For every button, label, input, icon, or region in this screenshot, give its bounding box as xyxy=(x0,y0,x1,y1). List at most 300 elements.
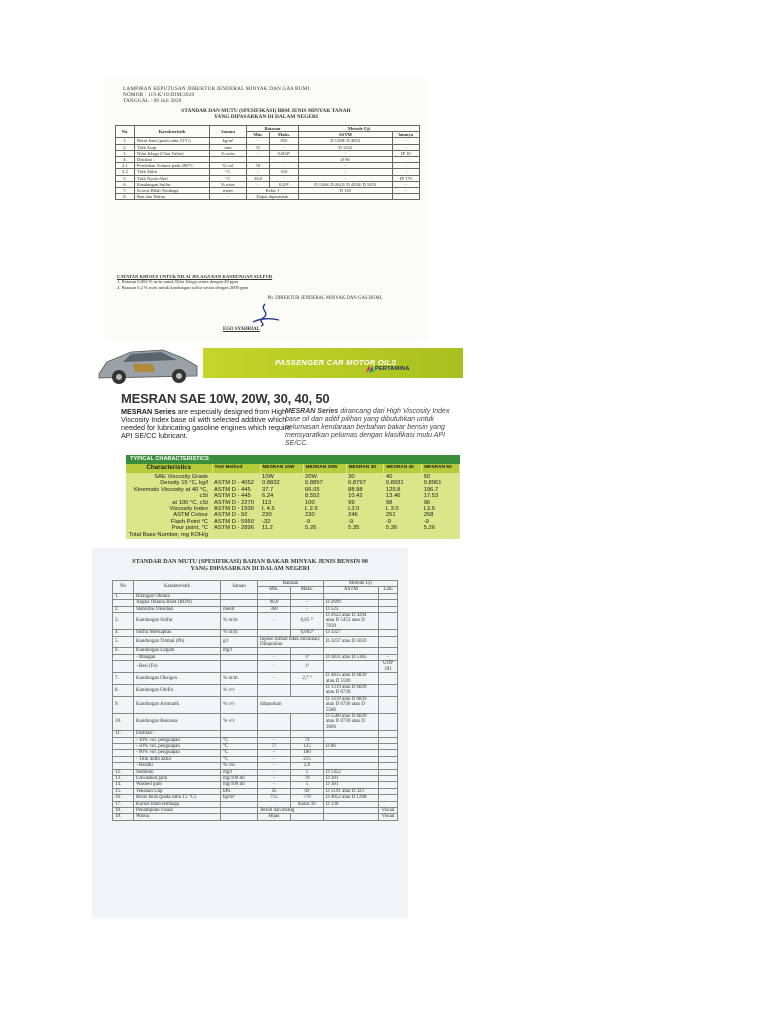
value-cell: 66.05 xyxy=(305,486,320,493)
characteristics-table xyxy=(126,464,460,538)
value-cell: 0.8857 xyxy=(305,480,323,487)
cell-maks: 2,0 xyxy=(291,763,324,769)
col-satuan: Satuan xyxy=(210,126,247,138)
col-astm: ASTM xyxy=(298,132,392,138)
characteristics-title: TYPICAL CHARACTERISTICS xyxy=(126,455,460,464)
value-cell: 20W xyxy=(305,474,317,480)
cell-maks: - xyxy=(291,600,324,606)
col-batasan: Batasan xyxy=(247,126,299,132)
cell-no: 4. xyxy=(113,630,134,636)
cell-satuan: mm xyxy=(210,144,247,150)
cell-min: - xyxy=(258,776,291,782)
cell-maks: - xyxy=(270,144,299,150)
cell-min: 18 xyxy=(247,163,270,169)
header-1: Test Method xyxy=(212,464,260,473)
value-cell: -9 xyxy=(423,518,429,525)
cell-min: - xyxy=(258,782,291,788)
characteristic-label: Total Base Number, mg KOH/g xyxy=(128,531,208,538)
col-astm: ASTM xyxy=(324,587,379,593)
col-batasan: Batasan xyxy=(258,581,324,587)
cell-maks: - xyxy=(291,606,324,612)
characteristic-label: Flash Point °C xyxy=(170,518,208,525)
value-cell: -9 xyxy=(305,518,311,525)
cell-satuan: merit xyxy=(210,188,247,194)
cell-satuan: % v/v xyxy=(221,713,258,730)
value-cell: 5.26 xyxy=(423,525,435,532)
cell-lainnya: - xyxy=(392,138,419,144)
value-cell: 8.552 xyxy=(305,493,320,500)
cell-no: 1. xyxy=(113,593,134,599)
cell-no: 6. xyxy=(113,648,134,654)
cell-no: 6. xyxy=(116,181,135,187)
cell-min: Hijau xyxy=(258,814,291,820)
test-method: ASTM D - 445 xyxy=(214,486,251,493)
cell-min: - xyxy=(247,169,270,175)
cell-min: - xyxy=(258,756,291,762)
cell-karakteristik: - Besi (Fe) xyxy=(134,661,221,673)
cell-karakteristik: Kandungan Benzena xyxy=(134,713,221,730)
value-cell: 50 xyxy=(423,474,431,480)
cell-min: 38,0 xyxy=(247,175,270,181)
cell-maks: 310 xyxy=(270,169,299,175)
cell-maks: 69 xyxy=(291,788,324,794)
spec-row xyxy=(113,636,398,648)
cell-lainnya: IP 10 xyxy=(392,150,419,156)
cell-karakteristik: Titik Akhir xyxy=(135,169,210,175)
cell-satuan: mg/l xyxy=(221,648,258,654)
cell-batasan: Injeksi timbal tidak diizinkan; Dilaporkan xyxy=(258,636,324,648)
cell-maks: - xyxy=(270,175,299,181)
cell-min: - xyxy=(258,613,291,630)
notes-heading: CATATAN KHUSUS UNTUK NILAI JELAGA DAN KANDUNGAN SULFUR xyxy=(117,274,273,279)
car-illustration xyxy=(93,340,203,388)
cell-astm: D 2699 xyxy=(324,600,379,606)
value-cell: 88.98 xyxy=(348,486,363,493)
cell-satuan xyxy=(221,661,258,673)
value-cell: 100 xyxy=(305,499,315,506)
cell-astm: D 1319 atau D 6839 atau D 6730 xyxy=(324,684,379,696)
cell-astm xyxy=(324,661,379,673)
col-maks: Maks. xyxy=(291,587,324,593)
cell-astm: D 130 xyxy=(324,801,379,807)
cell-min: - xyxy=(258,763,291,769)
cell-min: - xyxy=(258,769,291,775)
value-cell: 230 xyxy=(262,512,272,519)
value-cell: 5.26 xyxy=(305,525,317,532)
cell-min: 90,0 xyxy=(258,600,291,606)
characteristics-data-row xyxy=(126,473,460,538)
test-method: ASTM D - 445 xyxy=(214,493,251,500)
cell-satuan: kPa xyxy=(221,788,258,794)
value-cell: L3.0 xyxy=(348,506,360,513)
attachment-line: LAMPIRAN KEPUTUSAN DIREKTUR JENDERAL MINYAK DAN GAS BUMI xyxy=(123,86,310,92)
col-karakteristik: Karakteristik xyxy=(135,126,210,138)
cell-karakteristik: Bilangan Oktana xyxy=(134,593,221,599)
cell-karakteristik: - Residu xyxy=(134,763,221,769)
cell-astm: D 381 xyxy=(324,782,379,788)
cell-maks: 70 xyxy=(291,776,324,782)
cell-no: 2. xyxy=(116,144,135,150)
cell-no: 7. xyxy=(113,673,134,685)
cell-karakteristik: Penampilan visual xyxy=(134,808,221,814)
cell-no: 16. xyxy=(113,795,134,801)
cell-astm: D 5191 atau D 323 xyxy=(324,788,379,794)
cell-astm xyxy=(324,814,379,820)
cell-satuan: % v/v xyxy=(221,696,258,713)
cell-astm: D 5580 atau D 6839 atau D 6730 atau D 3606 xyxy=(324,713,379,730)
value-cell: 5.35 xyxy=(348,525,360,532)
value-cell: 6.24 xyxy=(262,493,274,500)
characteristic-label: Viscosity Index xyxy=(169,506,208,513)
cell-no: 4.2 xyxy=(116,169,135,175)
gasoline-spec-rows xyxy=(113,593,398,820)
cell-astm: D 130 xyxy=(298,188,392,194)
cell-lain: UOP 391 xyxy=(379,661,398,673)
cell-no: 10. xyxy=(113,713,134,730)
spec-row xyxy=(116,194,420,200)
col-min: Min. xyxy=(258,587,291,593)
cell-astm: D 86 xyxy=(298,157,392,163)
col-maks: Maks. xyxy=(270,132,299,138)
cell-karakteristik: - Titik didih akhir xyxy=(134,756,221,762)
description-english xyxy=(121,408,293,440)
mesran-50-values xyxy=(422,473,460,538)
header-6: MESRAN 50 xyxy=(422,464,460,473)
cell-satuan: % m/m xyxy=(210,181,247,187)
document-title xyxy=(92,558,408,573)
cell-karakteristik: Warna xyxy=(134,814,221,820)
cell-maks xyxy=(291,713,324,730)
pertamina-logo-text: PERTAMINA xyxy=(375,366,410,372)
cell-batasan: Jernih dan terang xyxy=(258,808,324,814)
cell-lain xyxy=(379,713,398,730)
cell-karakteristik: Sedimen xyxy=(134,769,221,775)
cell-no: 3. xyxy=(116,150,135,156)
cell-satuan: kg/m³ xyxy=(221,795,258,801)
title-line: STANDAR DAN MUTU (SPESIFIKASI) BBM JENIS MINYAK TANAH xyxy=(181,108,351,114)
cell-no: 8. xyxy=(113,684,134,696)
kerosene-spec-table xyxy=(115,125,420,200)
cell-astm: D 4815 atau D 6839 atau D 5599 xyxy=(324,673,379,685)
cell-karakteristik: - 90% vol. penguapan xyxy=(134,750,221,756)
col-metode: Metode Uji xyxy=(324,581,398,587)
signatory-name: EGO SYAHRIAL xyxy=(223,327,260,332)
col-metode: Metode Uji xyxy=(298,126,419,132)
cell-no: 1. xyxy=(116,138,135,144)
cell-maks: 125 xyxy=(291,743,324,749)
value-cell: 11.2 xyxy=(262,525,273,532)
cell-batasan: Kelas 1 xyxy=(247,188,299,194)
cell-lain xyxy=(379,613,398,630)
cell-min: - xyxy=(247,181,270,187)
cell-batasan: Dapat dipasarkan xyxy=(247,194,299,200)
cell-satuan: g/l xyxy=(221,636,258,648)
cell-karakteristik: Stabilitas Oksidasi xyxy=(134,606,221,612)
kerosene-spec-rows xyxy=(116,138,420,200)
cell-karakteristik: Bau dan Warna xyxy=(135,194,210,200)
spec-row xyxy=(113,661,398,673)
cell-maks: 1 xyxy=(291,769,324,775)
value-cell: -32 xyxy=(262,518,271,525)
cell-satuan: % v/v xyxy=(221,684,258,696)
special-notes xyxy=(117,274,272,290)
cell-satuan: % m/m xyxy=(221,613,258,630)
spec-row xyxy=(113,613,398,630)
value-cell: 0.8961 xyxy=(423,480,442,487)
cell-lainnya: - xyxy=(392,144,419,150)
cell-no: 19. xyxy=(113,814,134,820)
cell-lain xyxy=(379,684,398,696)
cell-satuan: % m/m xyxy=(221,673,258,685)
col-no: No xyxy=(113,581,134,594)
value-cell: 0.8832 xyxy=(262,480,280,487)
cell-maks: 0,20²⁾ xyxy=(270,181,299,187)
cell-satuan: % vol xyxy=(210,163,247,169)
description-indonesian xyxy=(285,408,450,448)
cell-karakteristik: Angka Oktana Riset (RON) xyxy=(134,600,221,606)
cell-karakteristik: Kandungan Logam xyxy=(134,648,221,654)
signature-title: Plt. DIREKTUR JENDERAL MINYAK DAN GAS BUMI, xyxy=(267,296,383,301)
cell-karakteristik: Distilasi : xyxy=(134,731,221,737)
cell-min: 45 xyxy=(258,788,291,794)
cell-astm: D 1266/ D 2622/ D 4294/ D 5453 xyxy=(298,181,392,187)
cell-karakteristik: Washed gum xyxy=(134,782,221,788)
cell-satuan: mg/100 ml xyxy=(221,776,258,782)
value-cell: -9 xyxy=(385,518,392,525)
cell-karakteristik: Kandungan Sulfur xyxy=(134,613,221,630)
cell-maks: 1³ xyxy=(291,661,324,673)
cell-astm: - xyxy=(298,163,392,169)
cell-min: - xyxy=(258,661,291,673)
col-lain: Lain xyxy=(379,587,398,593)
cell-no: 5. xyxy=(116,175,135,181)
cell-astm: - xyxy=(298,169,392,175)
cell-maks: Kelas 1b xyxy=(291,801,324,807)
value-cell: 96 xyxy=(423,499,431,506)
cell-lain xyxy=(379,636,398,648)
cell-maks: 74 xyxy=(291,737,324,743)
spec-row xyxy=(113,696,398,713)
note-item: 2. Batasan 0,2 % m/m untuk kandungan sulfur setara dengan 2000 ppm xyxy=(117,284,249,290)
cell-maks xyxy=(291,684,324,696)
cell-karakteristik: Berat Jenis (pada suhu 15 °C) xyxy=(134,795,221,801)
cell-min: - xyxy=(258,750,291,756)
cell-no: 15. xyxy=(113,788,134,794)
cell-satuan: kg/m³ xyxy=(210,138,247,144)
cell-lainnya: - xyxy=(392,188,419,194)
cell-no: 7. xyxy=(116,188,135,194)
col-lainnya: lainnya xyxy=(392,132,419,138)
cell-astm xyxy=(298,194,392,200)
pertamina-logo-icon xyxy=(365,364,375,374)
cell-astm: - xyxy=(298,175,392,181)
cell-astm: D 1298/ D 4052 xyxy=(298,138,392,144)
characteristic-label: ASTM Colour xyxy=(173,512,208,519)
value-cell: 10W xyxy=(262,474,274,480)
cell-lainnya: IP 170 xyxy=(392,175,419,181)
cell-batasan: dilaporkan xyxy=(258,696,324,713)
mesran-20w-values xyxy=(303,473,346,538)
cell-min: 15 xyxy=(247,144,270,150)
product-heading: MESRAN SAE 10W, 20W, 30, 40, 50 xyxy=(121,391,330,406)
cell-astm: - xyxy=(298,150,392,156)
cell-lain xyxy=(379,696,398,713)
cell-no: 9. xyxy=(113,696,134,713)
cell-karakteristik: Kandungan Olefin xyxy=(134,684,221,696)
cell-min: - xyxy=(258,654,291,660)
cell-maks: 180 xyxy=(291,750,324,756)
cell-no: 2. xyxy=(113,606,134,612)
signature-image xyxy=(245,302,285,328)
cell-satuan: °C xyxy=(210,169,247,175)
value-cell: 251 xyxy=(385,512,396,519)
cell-maks: 0,05 ¹⁾ xyxy=(291,613,324,630)
cell-astm: D 4052 atau D 1298 xyxy=(324,795,379,801)
desc-id-body: dirancang dari High Viscosity Index base oil dan aditif pilihan yang dibutuhkan untuk pelumasan kendaraan berbahan bakar bensin yang mensyaratkan pelumas dengan klasifikasi mutu API SE/CC. xyxy=(285,408,450,447)
col-min: Min. xyxy=(247,132,270,138)
gasoline-90-spec-document xyxy=(92,548,408,918)
value-cell: 113 xyxy=(262,499,272,506)
cell-maks: 0,004¹⁾ xyxy=(270,150,299,156)
cell-astm: D 1322 xyxy=(298,144,392,150)
title-line: YANG DIPASARKAN DI DALAM NEGERI xyxy=(214,114,318,121)
characteristic-label: SAE Viscosity Grade xyxy=(154,474,208,480)
cell-satuan: - xyxy=(210,194,247,200)
cell-satuan: menit xyxy=(221,606,258,612)
test-method: ASTM D - 4052 xyxy=(214,480,254,487)
value-cell: -9 xyxy=(348,518,354,525)
cell-astm: D 5452 xyxy=(324,769,379,775)
test-method: ASTM D - 1500 xyxy=(214,506,254,513)
cell-karakteristik: Korosi bilah tembaga xyxy=(134,801,221,807)
cell-karakteristik: - Mangan xyxy=(134,654,221,660)
cell-maks: 1³ xyxy=(291,654,324,660)
value-cell: 0.8797 xyxy=(348,480,366,487)
spec-row xyxy=(113,814,398,820)
cell-astm: D 1319 atau D 6839 atau D 6730 atau D 5580 xyxy=(324,696,379,713)
test-method: ASTM D - 2270 xyxy=(214,499,254,506)
cell-satuan: % m/m xyxy=(210,150,247,156)
cell-karakteristik: Kandungan Oksigen xyxy=(134,673,221,685)
header-2: MESRAN 10W xyxy=(260,464,303,473)
cell-min: - xyxy=(247,138,270,144)
cell-karakteristik: Kandungan Sulfur xyxy=(135,181,210,187)
cell-karakteristik: Distilasi : xyxy=(135,157,210,163)
cell-min: 360 xyxy=(258,606,291,612)
header-3: MESRAN 20W xyxy=(303,464,346,473)
value-cell: 40 xyxy=(385,474,393,480)
cell-astm: D 3831 atau D 5185 xyxy=(324,654,379,660)
test-method: ASTM D - 2896 xyxy=(214,525,254,532)
cell-maks: - xyxy=(270,163,299,169)
cell-karakteristik: Berat Jenis (pada suhu 15°C) xyxy=(135,138,210,144)
header-4: MESRAN 30 xyxy=(346,464,384,473)
value-cell: L 2.5 xyxy=(305,506,318,513)
characteristic-label: Pour point, °C xyxy=(171,525,208,532)
note-item: 1. Batasan 0,004 % m/m untuk Nilai Jelaga setara dengan 40 ppm xyxy=(117,279,239,285)
cell-no: 4. xyxy=(116,157,135,163)
desc-id-product: MESRAN Series xyxy=(285,408,339,415)
cell-lainnya: - xyxy=(392,181,419,187)
cell-no: 12. xyxy=(113,769,134,775)
cell-no: 8. xyxy=(116,194,135,200)
cell-karakteristik: Perolehan Volume pada 200°C xyxy=(135,163,210,169)
header-5: MESRAN 40 xyxy=(384,464,422,473)
cell-no: 4.1 xyxy=(116,163,135,169)
cell-lain: Visual xyxy=(379,814,398,820)
value-cell: 196.7 xyxy=(423,486,439,493)
kerosene-spec-document xyxy=(105,80,427,338)
cell-satuan: % m/m xyxy=(221,630,258,636)
spec-row xyxy=(113,673,398,685)
desc-en-product: MESRAN Series xyxy=(121,407,176,416)
value-cell: 99 xyxy=(348,499,355,506)
col-satuan: Satuan xyxy=(221,581,258,594)
col-no: No. xyxy=(116,126,135,138)
spec-row xyxy=(113,684,398,696)
cell-min xyxy=(258,713,291,730)
cell-min: - xyxy=(258,737,291,743)
cell-karakteristik: - 10% vol. penguapan xyxy=(134,737,221,743)
cell-lain xyxy=(379,673,398,685)
cell-satuan: °C xyxy=(210,175,247,181)
characteristics-header-row xyxy=(126,464,460,473)
cell-karakteristik: Korosi Bilah Tembaga xyxy=(135,188,210,194)
cell-maks: 2,7 ⁴ xyxy=(291,673,324,685)
cell-min: - xyxy=(258,673,291,685)
cell-lain: - xyxy=(379,654,398,660)
cell-lainnya: - xyxy=(392,169,419,175)
value-cell: 246 xyxy=(348,512,358,519)
desc-en-body: are especially designed from High Viscosity Index base oil with selected additive which needed for lubricating gasoline engines which require API SE/CC lubricant. xyxy=(121,407,291,440)
test-method: ASTM D - 5950 xyxy=(214,518,254,525)
test-method: ASTM D - 92 xyxy=(214,512,248,519)
value-cell: 37.7 xyxy=(262,486,274,493)
header-0: Characteristics xyxy=(126,464,212,473)
test-methods xyxy=(212,473,260,538)
characteristic-label: Density 15 °C, kg/l xyxy=(160,480,208,487)
cell-maks: 5 xyxy=(291,782,324,788)
cell-karakteristik: Titik Asap xyxy=(135,144,210,150)
cell-satuan: % vol xyxy=(221,763,258,769)
cell-no: 3. xyxy=(113,613,134,630)
mesran-40-values xyxy=(384,473,422,538)
mesran-10w-values xyxy=(260,473,303,538)
cell-lain: Visual xyxy=(379,808,398,814)
characteristics-labels xyxy=(126,473,212,538)
category-title: PASSENGER CAR MOTOR OILS xyxy=(275,358,397,367)
value-cell: 17.53 xyxy=(423,493,439,500)
cell-karakteristik: Sulfur Merkaptan xyxy=(134,630,221,636)
cell-karakteristik: - 50% vol. penguapan xyxy=(134,743,221,749)
cell-no: 14. xyxy=(113,782,134,788)
cell-no: 13. xyxy=(113,776,134,782)
cell-astm: D 3227 xyxy=(324,630,379,636)
cell-karakteristik: Tekanan Uap xyxy=(134,788,221,794)
cell-maks: 215 xyxy=(291,756,324,762)
cell-satuan: °C xyxy=(221,750,258,756)
value-cell: 230 xyxy=(305,512,315,519)
cell-no: 18. xyxy=(113,808,134,814)
cell-maks: 0,002⁴ xyxy=(291,630,324,636)
cell-maks: 835 xyxy=(270,138,299,144)
cell-satuan: °C xyxy=(221,756,258,762)
cell-astm: D 3237 atau D 5059 xyxy=(324,636,379,648)
characteristic-label: Kinematic Viscosity at 40 °C, cSt xyxy=(133,486,208,500)
cell-astm: D 2622 atau D 4294 atau D 5453 atau D 7039 xyxy=(324,613,379,630)
spec-row xyxy=(113,713,398,730)
cell-min: 715 xyxy=(258,795,291,801)
